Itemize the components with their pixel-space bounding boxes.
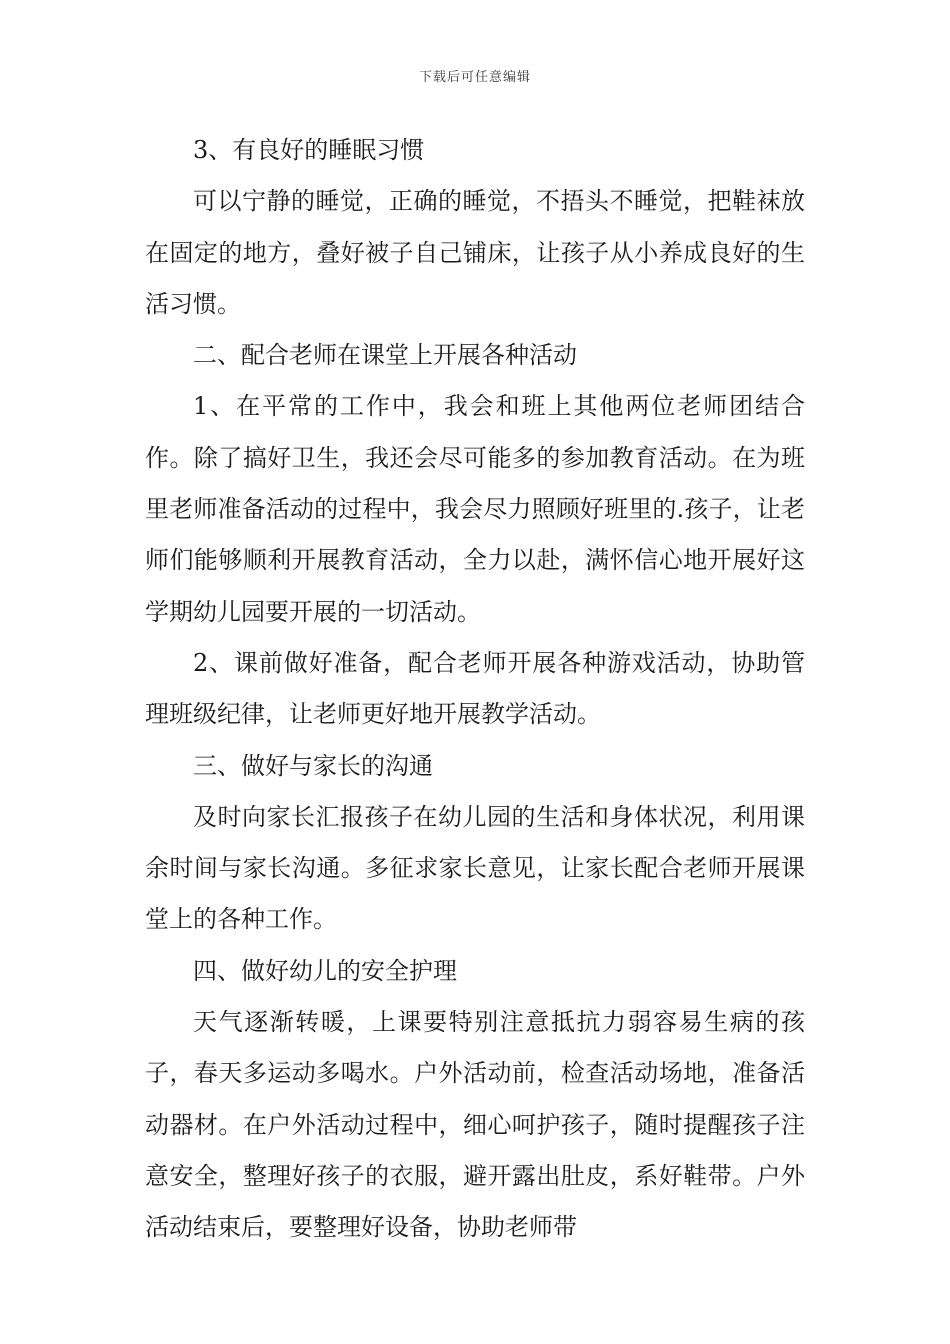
document-body bbox=[145, 125, 805, 1254]
section-heading-parent-communication: 三、做好与家长的沟通 bbox=[193, 751, 433, 780]
section-heading-safety-care: 四、做好幼儿的安全护理 bbox=[193, 956, 457, 985]
paragraph-parent-communication: 及时向家长汇报孩子在幼儿园的生活和身体状况，利用课余时间与家长沟通。多征求家长意见，让家长配合老师开展课堂上的各种工作。 bbox=[145, 802, 805, 934]
section-heading-classroom-activities: 二、配合老师在课堂上开展各种活动 bbox=[193, 341, 577, 370]
paragraph-sleep-habit: 可以宁静的睡觉，正确的睡觉，不捂头不睡觉，把鞋袜放在固定的地方，叠好被子自己铺床，让孩子从小养成良好的生活习惯。 bbox=[145, 187, 805, 318]
paragraph-safety-care: 天气逐渐转暖，上课要特别注意抵抗力弱容易生病的孩子，春天多运动多喝水。户外活动前，检查活动场地，准备活动器材。在户外活动过程中，细心呵护孩子，随时提醒孩子注意安全，整理好孩子的衣服，避开露出肚皮，系好鞋带。户外活动结束后，要整理好设备，协助老师带 bbox=[145, 1008, 805, 1242]
paragraph-class-preparation: 2、课前做好准备，配合老师开展各种游戏活动，协助管理班级纪律，让老师更好地开展教学活动。 bbox=[145, 648, 805, 729]
paragraph-teamwork: 1、在平常的工作中，我会和班上其他两位老师团结合作。除了搞好卫生，我还会尽可能多的参加教育活动。在为班里老师准备活动的过程中，我会尽力照顾好班里的.孩子，让老师们能够顺利开展教育活动，全力以赴，满怀信心地开展好这学期幼儿园要开展的一切活动。 bbox=[145, 392, 805, 626]
section-heading-sleep-habit: 3、有良好的睡眠习惯 bbox=[193, 136, 425, 164]
page-header-note: 下载后可任意编辑 bbox=[418, 70, 531, 85]
